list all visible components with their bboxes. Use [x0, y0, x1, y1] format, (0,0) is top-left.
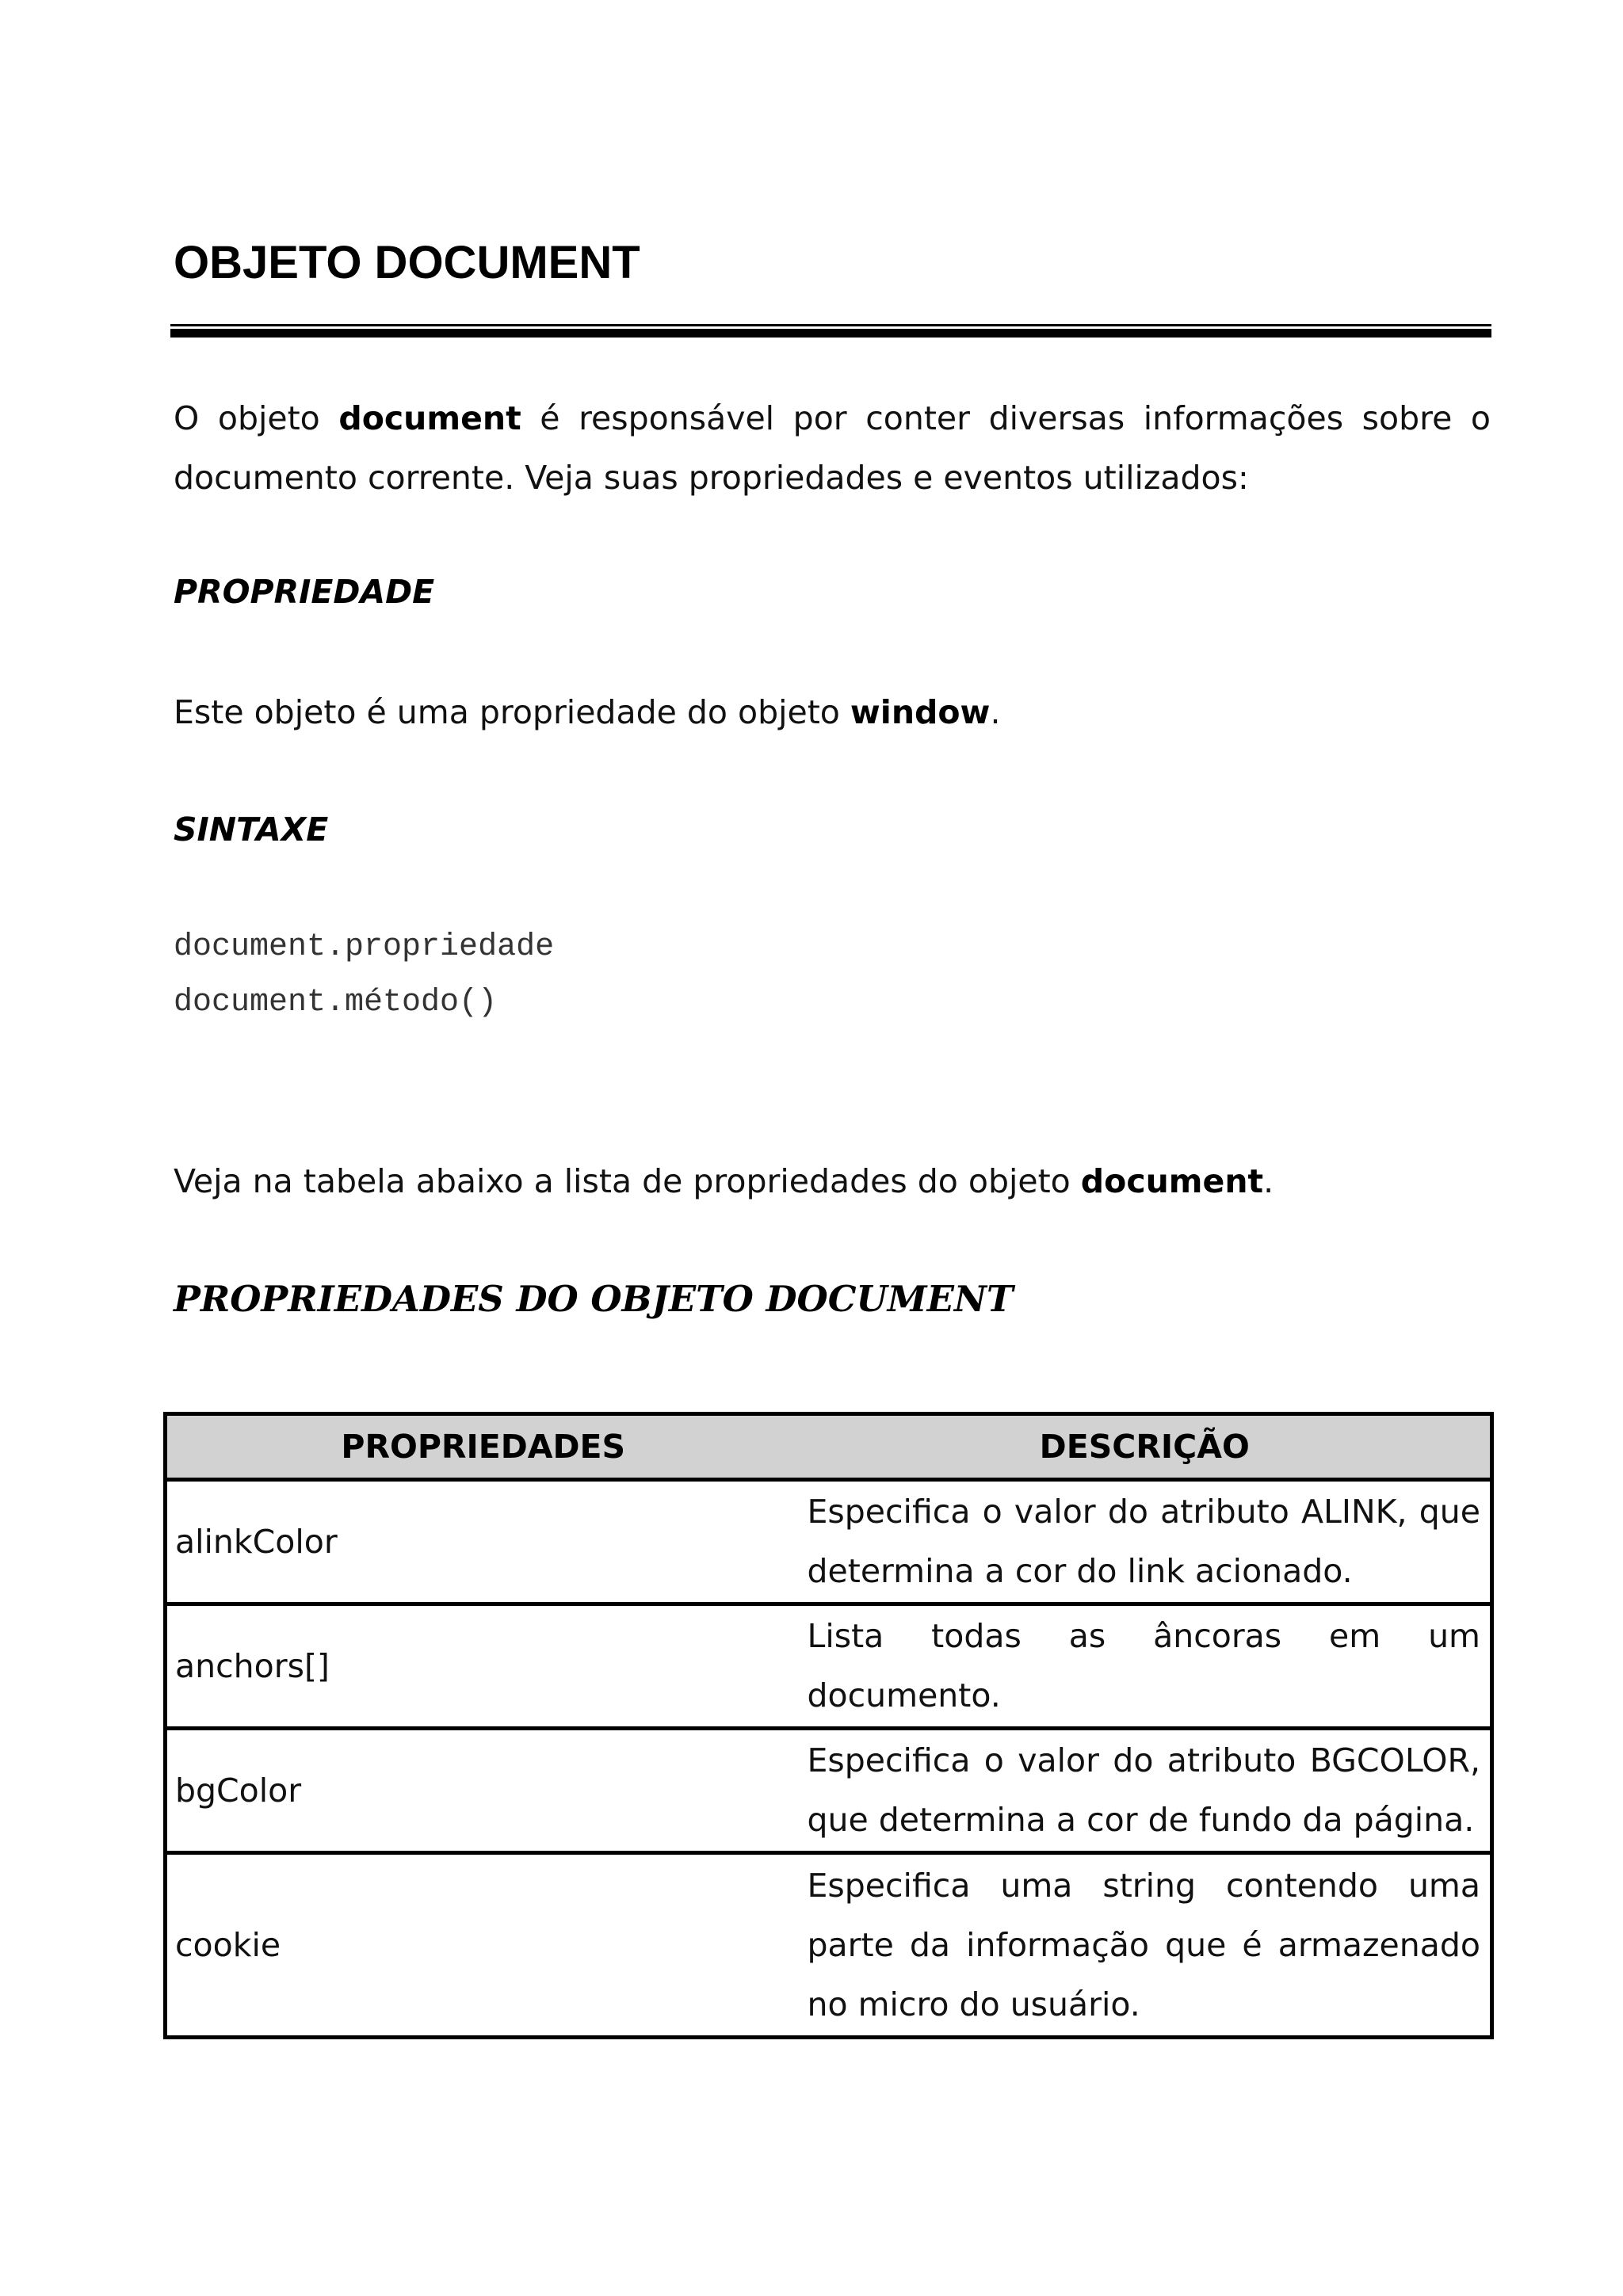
- table-intro-bold-term: document: [1080, 1162, 1264, 1200]
- property-name-cell: anchors[]: [166, 1604, 800, 1729]
- table-row: [166, 1604, 1492, 1729]
- page-title: OBJETO DOCUMENT: [174, 237, 640, 288]
- property-name-cell: cookie: [166, 1853, 800, 2038]
- property-name-cell: alinkColor: [166, 1480, 800, 1604]
- table-header-row: [166, 1414, 1492, 1480]
- section-heading-propriedade: PROPRIEDADE: [174, 573, 435, 611]
- property-description-cell: Especifica uma string contendo uma parte da informação que é armazenado no micro do usuário.: [800, 1853, 1492, 2038]
- table-row: [166, 1480, 1492, 1604]
- section-heading-sintaxe: SINTAXE: [174, 810, 329, 849]
- title-rule-thin: [170, 324, 1491, 326]
- intro-paragraph: O objeto document é responsável por conter diversas informações sobre o documento corrente. Veja suas propriedades e eventos utilizados:: [174, 399, 1491, 497]
- table-row: [166, 1729, 1492, 1853]
- title-rule-thick: [170, 329, 1491, 338]
- property-name-cell: bgColor: [166, 1729, 800, 1853]
- column-header-propriedades: PROPRIEDADES: [166, 1414, 800, 1480]
- code-line: document.propriedade: [174, 929, 555, 965]
- properties-table: [163, 1412, 1494, 2039]
- property-description-cell: Especifica o valor do atributo BGCOLOR, que determina a cor de fundo da página.: [800, 1729, 1492, 1853]
- table-title: PROPRIEDADES DO OBJETO DOCUMENT: [174, 1278, 1014, 1320]
- property-paragraph: Este objeto é uma propriedade do objeto window.: [174, 693, 1001, 731]
- table-intro-paragraph: Veja na tabela abaixo a lista de propriedades do objeto document.: [174, 1162, 1274, 1200]
- table-row: [166, 1853, 1492, 2038]
- intro-bold-term: document: [338, 399, 521, 437]
- property-bold-term: window: [850, 693, 991, 731]
- column-header-descricao: DESCRIÇÃO: [800, 1414, 1492, 1480]
- property-description-cell: Especifica o valor do atributo ALINK, que determina a cor do link acionado.: [800, 1480, 1492, 1604]
- code-line: document.método(): [174, 985, 498, 1020]
- property-description-cell: Lista todas as âncoras em um documento.: [800, 1604, 1492, 1729]
